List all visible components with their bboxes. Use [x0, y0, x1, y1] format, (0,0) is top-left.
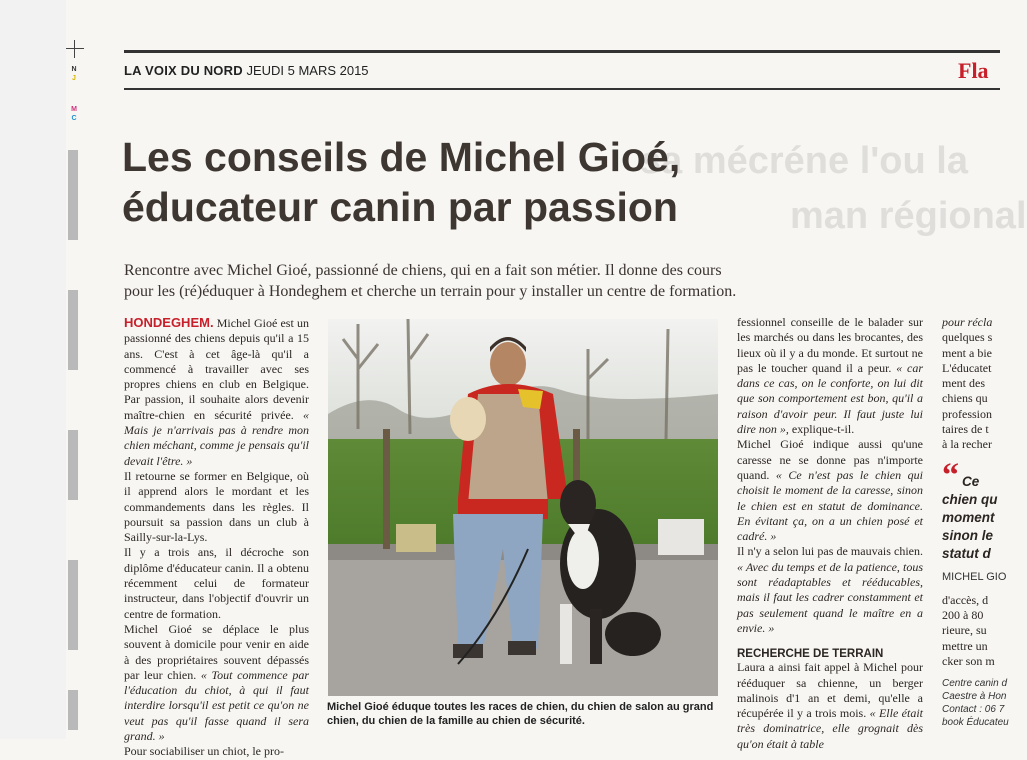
- text-line: chiens qu: [942, 391, 988, 406]
- paragraph-text: fessionnel conseille de le balader sur les marchés ou dans les brocantes, des lieux où il y a du monde. Et surtout ne pas le toucher quand il a peur.: [737, 315, 923, 375]
- gray-bar: [68, 150, 78, 240]
- publication-date: JEUDI 5 MARS 2015: [246, 63, 369, 78]
- headline-line: éducateur canin par passion: [122, 184, 678, 230]
- pull-quote-author: MICHEL GIO: [942, 570, 1007, 583]
- article-photo: [328, 319, 718, 696]
- dateline: HONDEGHEM.: [124, 315, 214, 330]
- paragraph-text: Michel Gioé indique aussi qu'une caresse ne se donne pas n'importe quand.: [737, 437, 923, 482]
- text-line: à la recher: [942, 437, 992, 452]
- quote-text: « Elle était très dominatrice, elle grognait dès qu'on était à table: [737, 706, 924, 751]
- text-line: mettre un: [942, 638, 988, 653]
- gray-bar: [68, 560, 78, 650]
- paragraph: [737, 660, 923, 752]
- paragraph-text: Michel Gioé se déplace le plus souvent à domicile pour venir en aide à des propriétaires souvent dépassés par leur chien.: [124, 621, 309, 682]
- headline: [122, 132, 762, 232]
- text-line: profession: [942, 406, 992, 421]
- paragraph: Il retourne se former en Belgique, où il apprend alors le mordant et les commandements dans les règles. Il poursuit sa passion dans un club à Sailly-sur-la-Lys.: [124, 468, 309, 545]
- lede-line: Rencontre avec Michel Gioé, passionné de chiens, qui en a fait son métier. Il donne des cours: [124, 262, 722, 279]
- pull-quote-line: moment: [942, 509, 995, 525]
- info-line: book Éducateu: [942, 717, 1009, 729]
- photo-dog-trainer: [328, 319, 718, 696]
- paragraph: [737, 315, 923, 437]
- section-tag: Fla: [958, 58, 989, 83]
- cmyk-m: M: [71, 106, 77, 113]
- quote-text: « Ce n'est pas le chien qui choisit le moment de la caresse, sinon le chien est en statut de dominance. En évitant ça, on a un chien posé et cadré. »: [737, 467, 923, 544]
- paragraph-text: Laura a ainsi fait appel à Michel pour rééduquer sa chienne, un berger malinois d'1 an et demi, qu'elle a récupérée il y a trois mois.: [737, 660, 923, 721]
- cmyk-c: C: [71, 115, 77, 122]
- info-line: Contact : 06 7: [942, 704, 1005, 716]
- headline-line: Les conseils de Michel Gioé,: [122, 134, 681, 180]
- article-column-4: [942, 315, 1012, 729]
- text-line: rieure, su: [942, 623, 987, 638]
- lede: [124, 260, 884, 302]
- cmyk-j: J: [72, 75, 76, 82]
- text-line: quelques s: [942, 330, 993, 345]
- gray-bar: [68, 690, 78, 730]
- quote-text: « Avec du temps et de la patience, tous sont réadaptables et rééducables, mais il faut les cadrer constamment et pas seulement quand le maître en a envie. »: [737, 559, 923, 635]
- cmyk-n: N: [71, 66, 77, 73]
- quote-text: « car dans ce cas, on le conforte, on lui dit que son comportement est bon, qu'il a raison d'avoir peur. Il faut juste lui dire non »,: [737, 360, 923, 437]
- newspaper-name: LA VOIX DU NORD: [124, 63, 243, 78]
- text-line: 200 à 80: [942, 607, 984, 622]
- paragraph-text: Michel Gioé est un passionné des chiens depuis qu'il a 15 ans. C'est à cet âge-là qu'il a commencé à travailler avec ses propres chiens en club en Belgique. Par passion, il souhaite alors devenir maître-chien en sécurité privée.: [124, 316, 309, 422]
- text-line: pour récla: [942, 315, 993, 329]
- subheading: RECHERCHE DE TERRAIN: [737, 648, 884, 661]
- paragraph: [124, 622, 309, 744]
- paragraph-text: Il n'y a selon lui pas de mauvais chien.: [737, 544, 923, 559]
- paragraph-text: explique-t-il.: [791, 422, 855, 437]
- lede-line: pour les (ré)éduquer à Hondeghem et cherche un terrain pour y installer un centre de formation.: [124, 283, 737, 300]
- paragraph: [737, 437, 923, 544]
- pull-quote-line: statut d: [942, 545, 991, 561]
- article-column-1: [124, 315, 309, 760]
- photo-caption: Michel Gioé éduque toutes les races de chien, du chien de salon au grand chien, du chien de la famille au chien de sécurité.: [327, 701, 714, 727]
- text-line: cker son m: [942, 653, 995, 668]
- gray-bar: [68, 430, 78, 500]
- registration-crosshair: [66, 40, 84, 58]
- info-line: Caestre à Hon: [942, 691, 1007, 703]
- pull-quote-line: chien qu: [942, 491, 998, 507]
- info-line: Centre canin d: [942, 678, 1008, 690]
- quote-mark-icon: “: [942, 456, 959, 494]
- show-through-text: sa mécréne l'ou la: [640, 140, 968, 182]
- pull-quote: [942, 456, 1012, 583]
- cmyk-marks: [68, 65, 80, 123]
- text-line: taires de t: [942, 422, 989, 437]
- scan-margin: [0, 0, 66, 739]
- page-header: [124, 63, 369, 78]
- text-line: L'éducatet: [942, 360, 992, 375]
- text-line: ment a bie: [942, 345, 992, 360]
- text-line: d'accès, d: [942, 592, 989, 607]
- paragraph: [124, 315, 309, 469]
- pull-quote-line: Ce: [962, 473, 980, 489]
- quote-text: « Tout commence par l'éducation du chiot, à qui il faut interdire lorsqu'il est petit ce qu'on ne veut pas qu'il fasse quand il sera grand. »: [124, 667, 310, 744]
- article-column-3: [737, 315, 923, 752]
- paragraph: Pour sociabiliser un chiot, le pro-: [124, 744, 284, 759]
- header-rule-top: [124, 50, 1000, 53]
- paragraph: Il y a trois ans, il décroche son diplôme d'éducateur canin. Il a obtenu récemment celui de formateur instructeur, dans l'objectif d'ouvrir un centre de formation.: [124, 545, 309, 621]
- paragraph: [737, 544, 923, 636]
- header-rule-bottom: [124, 88, 1000, 90]
- pull-quote-line: sinon le: [942, 527, 994, 543]
- text-line: ment des: [942, 376, 985, 391]
- show-through-text: man régional: [790, 195, 1027, 237]
- quote-text: « Mais je n'arrivais pas à rendre mon chien méchant, comme je pensais qu'il devait l'être. »: [124, 407, 309, 468]
- gray-bar: [68, 290, 78, 370]
